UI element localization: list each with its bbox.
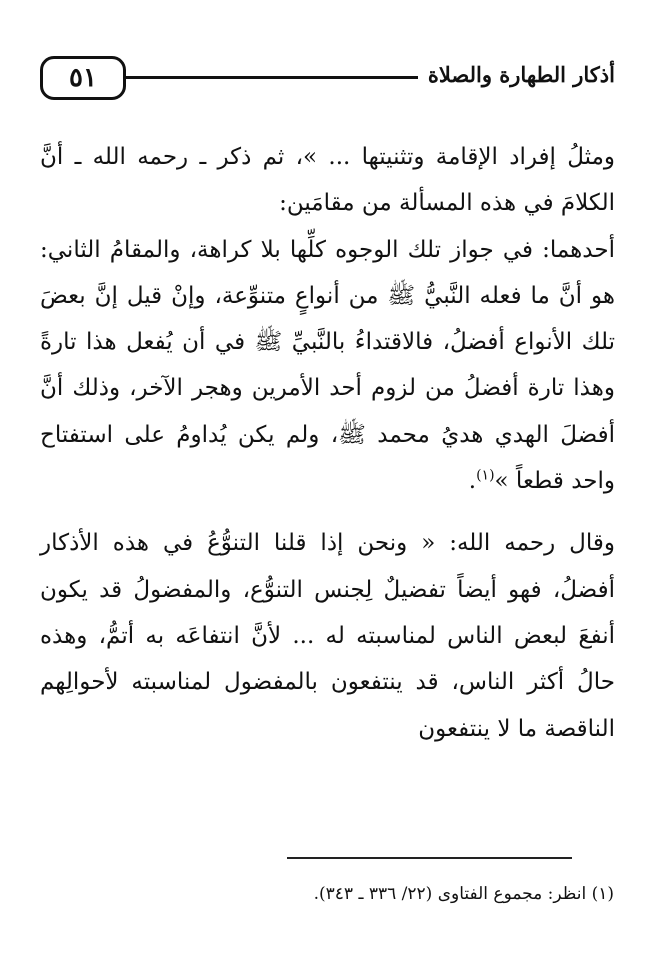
- paragraph-3: وقال رحمه الله: « ونحن إذا قلنا التنوُّعُ في هذه الأذكار أفضلُ، فهو أيضاً تفضيلٌ لِجنس التنوُّع، والمفضولُ قد يكون أنفعَ لبعض الناس لمناسبته له ... لأنَّ انتفاعَه به أتمُّ، وهذه حالُ أكثر الناس، قد ينتفعون بالمفضول لمناسبته لأحوالِهم الناقصة ما لا ينتفعون: [40, 530, 615, 742]
- footnote-marker: (١): [476, 467, 495, 484]
- running-title: أذكار الطهارة والصلاة: [427, 62, 615, 87]
- paragraph-2-text: أحدهما: في جواز تلك الوجوه كلِّها بلا كراهة، والمقامُ الثاني: هو أنَّ ما فعله النَّبيُّ ﷺ من أنواعٍ متنوِّعة، وإنْ قيل إنَّ بعضَ تلك الأنواع أفضلُ، فالاقتداءُ بالنَّبيِّ ﷺ في أن يُفعل هذا تارةً وهذا تارة أفضلُ من لزوم أحد الأمرين وهجر الآخر، وذلك أنَّ أفضلَ الهدي هديُ محمد ﷺ، ولم يكن يُداومُ على استفتاح واحد قطعاً »: [40, 236, 615, 495]
- page-number: ٥١: [40, 56, 126, 100]
- paragraph-1: ومثلُ إفراد الإقامة وتثنيتها ... »، ثم ذكر ـ رحمه الله ـ أنَّ الكلامَ في هذه المسألة من مقامَين:: [40, 144, 615, 217]
- body-text: [40, 134, 615, 752]
- footnote: (١) انظر: مجموع الفتاوى (٢٢/ ٣٣٦ ـ ٣٤٣).: [313, 884, 614, 904]
- page-header: [40, 56, 615, 106]
- paragraph-2-end: .: [468, 468, 477, 495]
- paragraph-2: [40, 227, 615, 505]
- header-rule: [126, 76, 418, 79]
- footnote-rule: [287, 857, 572, 859]
